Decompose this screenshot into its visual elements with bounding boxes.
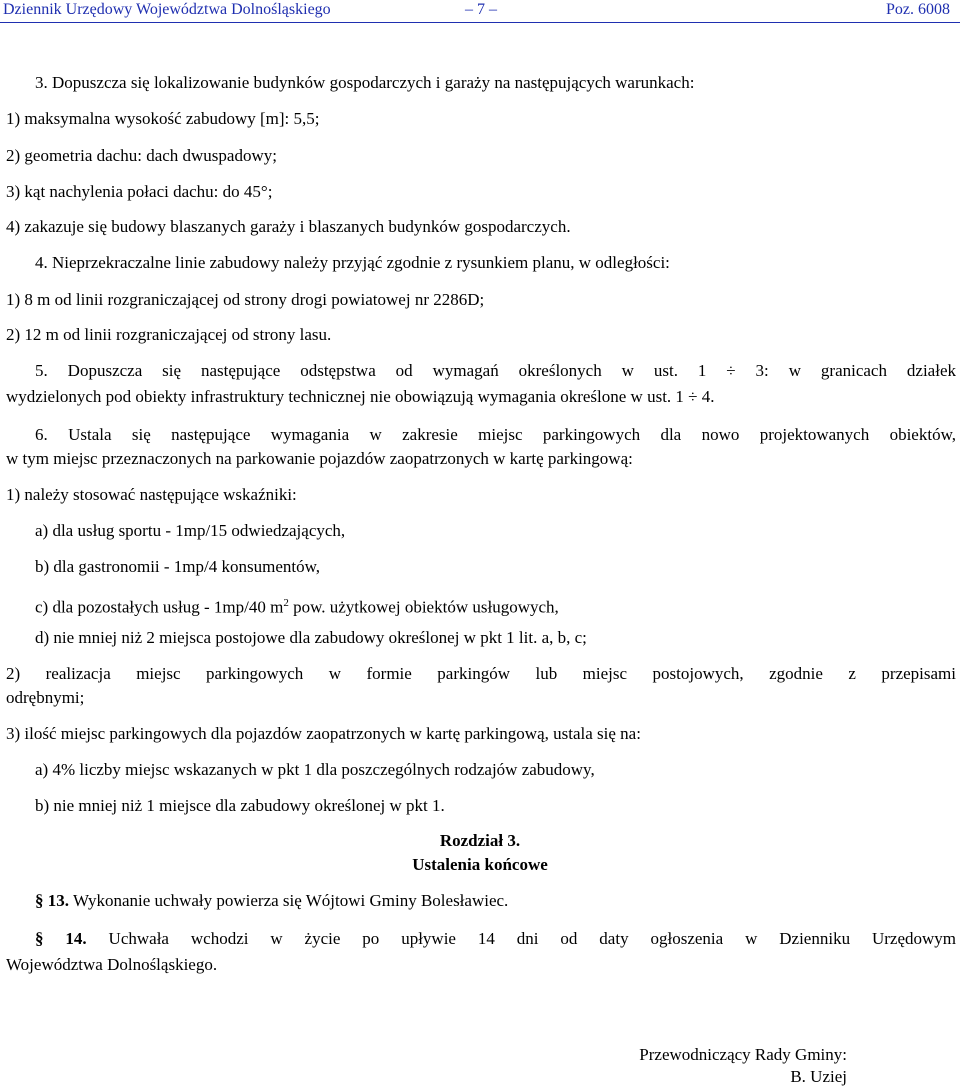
section-13-number: § 13. — [35, 891, 69, 910]
para3-item1: 1) maksymalna wysokość zabudowy [m]: 5,5; — [6, 109, 320, 128]
item1c-text: c) dla pozostałych usług - 1mp/40 m — [35, 597, 284, 617]
section-14-line2: Województwa Dolnośląskiego. — [6, 955, 218, 974]
para5-line1: 5. Dopuszcza się następujące odstępstwa od wymagań określonych w ust. 1 ÷ 3: w granicach działek — [35, 361, 956, 380]
para6-item1d: d) nie mniej niż 2 miejsca postojowe dla zabudowy określonej w pkt 1 lit. a, b, c; — [35, 628, 587, 647]
chapter-title: Rozdział 3. — [439, 831, 521, 850]
para6-item3: 3) ilość miejsc parkingowych dla pojazdów zaopatrzonych w kartę parkingową, ustala się na: — [6, 724, 641, 743]
para6-item2-line2: odrębnymi; — [6, 688, 85, 707]
para6-line2: w tym miejsc przeznaczonych na parkowanie pojazdów zaopatrzonych w kartę parkingową: — [6, 449, 633, 468]
signature-name: B. Uziej — [790, 1067, 847, 1086]
para3-item4: 4) zakazuje się budowy blaszanych garaży i blaszanych budynków gospodarczych. — [6, 217, 571, 236]
para6-item3b: b) nie mniej niż 1 miejsce dla zabudowy określonej w pkt 1. — [35, 796, 445, 815]
para5-line2: wydzielonych pod obiekty infrastruktury technicznej nie obowiązują wymagania określone w ust. 1 ÷ 4. — [6, 387, 715, 406]
journal-title: Dziennik Urzędowy Województwa Dolnośląskiego — [3, 1, 331, 18]
para3-item3: 3) kąt nachylenia połaci dachu: do 45°; — [6, 182, 273, 201]
para6-item1b: b) dla gastronomii - 1mp/4 konsumentów, — [35, 557, 321, 576]
chapter-subtitle: Ustalenia końcowe — [412, 855, 548, 874]
section-13 — [35, 891, 508, 911]
section-13-text: Wykonanie uchwały powierza się Wójtowi Gminy Bolesławiec. — [69, 891, 509, 910]
page-header — [0, 0, 960, 24]
para4-item1: 1) 8 m od linii rozgraniczającej od strony drogi powiatowej nr 2286D; — [6, 290, 485, 309]
section-14-number: § 14. — [35, 929, 87, 948]
para3-item2: 2) geometria dachu: dach dwuspadowy; — [6, 146, 277, 165]
para4-item2: 2) 12 m od linii rozgraniczającej od strony lasu. — [6, 325, 332, 344]
para6-item1a: a) dla usług sportu - 1mp/15 odwiedzających, — [35, 521, 346, 540]
page-number: – 7 – — [465, 1, 497, 18]
position-number: Poz. 6008 — [886, 1, 950, 18]
para6-line1: 6. Ustala się następujące wymagania w zakresie miejsc parkingowych dla nowo projektowanych obiektów, — [35, 425, 956, 444]
section-14-text: Uchwała wchodzi w życie po upływie 14 dni od daty ogłoszenia w Dzienniku Urzędowym — [86, 929, 957, 948]
para4-intro: 4. Nieprzekraczalne linie zabudowy należy przyjąć zgodnie z rysunkiem planu, w odległości: — [35, 253, 670, 272]
para6-item1c — [35, 593, 559, 618]
header-rule — [0, 22, 960, 23]
para6-item2-line1: 2) realizacja miejsc parkingowych w formie parkingów lub miejsc postojowych, zgodnie z przepisami — [6, 664, 956, 683]
superscript: 2 — [283, 597, 289, 609]
para6-item1: 1) należy stosować następujące wskaźniki: — [6, 485, 297, 504]
para6-item3a: a) 4% liczby miejsc wskazanych w pkt 1 dla poszczególnych rodzajów zabudowy, — [35, 760, 595, 779]
para3-intro: 3. Dopuszcza się lokalizowanie budynków gospodarczych i garaży na następujących warunkach: — [35, 73, 695, 92]
item1c-text-end: pow. użytkowej obiektów usługowych, — [288, 597, 559, 617]
signature-role: Przewodniczący Rady Gminy: — [639, 1045, 847, 1064]
section-14-line1 — [35, 929, 956, 949]
